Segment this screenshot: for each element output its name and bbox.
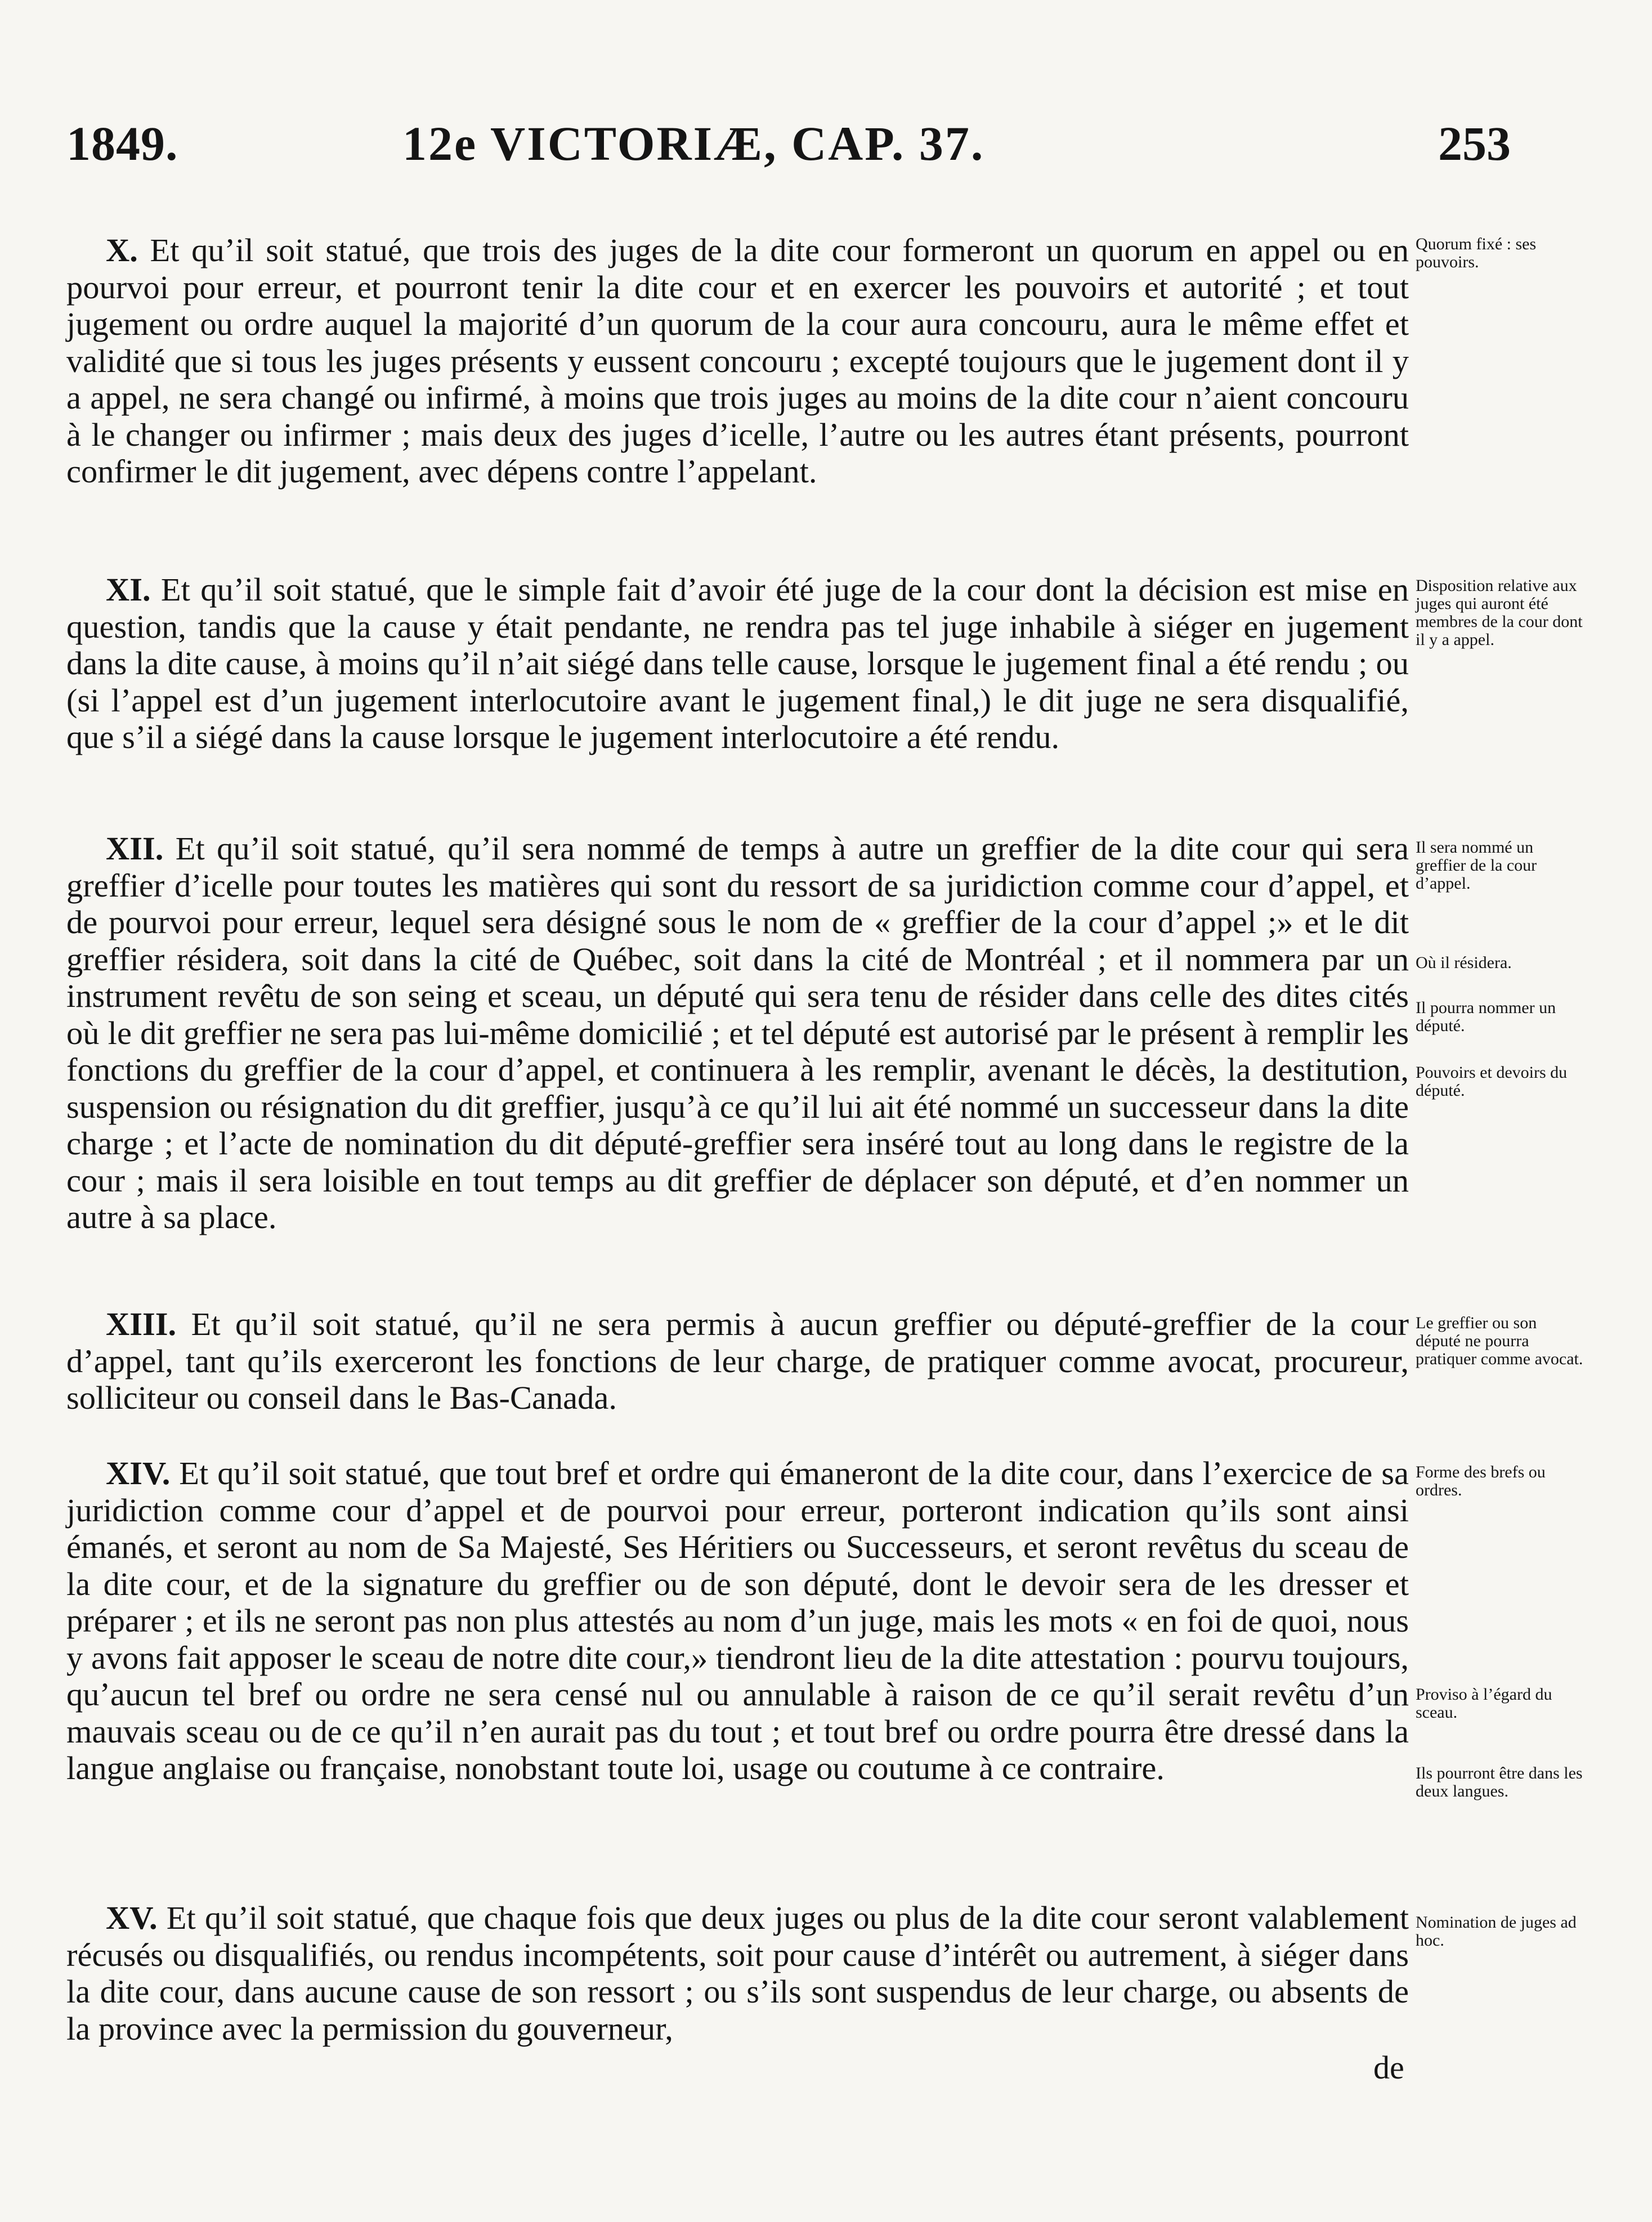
section-x (66, 232, 1409, 490)
header-year: 1849. (66, 117, 178, 171)
margin-note: Le greffier ou son député ne pourra pratiquer comme avocat. (1416, 1314, 1583, 1368)
section-xv (66, 1900, 1409, 2047)
section-text: Et qu’il soit statué, que trois des juges de la dite cour formeront un quorum en appel ou en pourvoi pour erreur, et pourront tenir la dite cour et en exercer les pouvoirs et autorité ; et tout jugement ou ordre auquel la majorité d’un quorum de la cour aura concouru, aura le même effet et validité que si tous les juges présents y eussent concouru ; excepté toujours que le jugement dont il y a appel, ne sera changé ou infirmé, à moins que trois juges au moins de la dite cour n’aient concouru à le changer ou infirmer ; mais deux des juges d’icelle, l’autre ou les autres étant présents, pourront confirmer le dit jugement, avec dépens contre l’appelant. (66, 232, 1409, 490)
catchword: de (1373, 2049, 1404, 2086)
section-numeral: XV. (106, 1900, 158, 1936)
margin-note: Disposition relative aux juges qui auront été membres de la cour dont il y a appel. (1416, 576, 1583, 649)
section-text: Et qu’il soit statué, qu’il ne sera permis à aucun greffier ou député-greffier de la cour d’appel, tant qu’ils exerceront les fonctions de leur charge, de pratiquer comme avocat, procureur, solliciteur ou conseil dans le Bas-Canada. (66, 1306, 1409, 1416)
section-text: Et qu’il soit statué, que chaque fois que deux juges ou plus de la dite cour seront valablement récusés ou disqualifiés, ou rendus incompétents, soit pour cause d’intérêt ou autrement, à siéger dans la dite cour, dans aucune cause de son ressort ; ou s’ils sont suspendus de leur charge, ou absents de la province avec la permission du gouverneur, (66, 1900, 1409, 2047)
section-numeral: XII. (106, 830, 164, 867)
section-text: Et qu’il soit statué, que le simple fait d’avoir été juge de la cour dont la décision est mise en question, tandis que la cause y était pendante, ne rendra pas tel juge inhabile à siéger en jugement dans la dite cause, à moins qu’il n’ait siégé dans telle cause, lorsque le jugement final a été rendu ; ou (si l’appel est d’un jugement interlocutoire avant le jugement final,) le dit juge ne sera disqualifié, que s’il a siégé dans la cause lorsque le jugement interlocutoire a été rendu. (66, 571, 1409, 755)
margin-note: Il sera nommé un greffier de la cour d’appel. (1416, 838, 1537, 893)
header-title: 12e VICTORIÆ, CAP. 37. (402, 117, 985, 171)
section-numeral: XI. (106, 571, 151, 608)
section-xiii (66, 1306, 1409, 1417)
margin-note: Nomination de juges ad hoc. (1416, 1913, 1577, 1950)
section-numeral: XIV. (106, 1455, 171, 1491)
margin-note: Quorum fixé : ses pouvoirs. (1416, 235, 1537, 271)
section-xii (66, 830, 1409, 1236)
margin-note: Proviso à l’égard du sceau. (1416, 1685, 1552, 1722)
page-number: 253 (1438, 117, 1511, 171)
section-numeral: X. (106, 232, 138, 268)
margin-note: Où il résidera. (1416, 953, 1512, 972)
section-numeral: XIII. (106, 1306, 177, 1342)
running-header (0, 115, 1652, 183)
margin-note: Il pourra nommer un député. (1416, 998, 1556, 1035)
margin-note: Pouvoirs et devoirs du député. (1416, 1063, 1568, 1100)
section-xi (66, 571, 1409, 756)
section-text: Et qu’il soit statué, que tout bref et ordre qui émaneront de la dite cour, dans l’exercice de sa juridiction comme cour d’appel et de pourvoi pour erreur, porteront indication qu’ils sont ainsi émanés, et seront au nom de Sa Majesté, Ses Héritiers ou Successeurs, et seront revêtus du sceau de la dite cour, et de la signature du greffier ou de son député, dont le devoir sera de les dresser et préparer ; et ils ne seront pas non plus attestés au nom d’un juge, mais les mots « en foi de quoi, nous y avons fait apposer le sceau de notre dite cour,» tiendront lieu de la dite attestation : pourvu toujours, qu’aucun tel bref ou ordre ne sera censé nul ou annulable à raison de ce qu’il serait revêtu d’un mauvais sceau ou de ce qu’il n’en aurait pas du tout ; et tout bref ou ordre pourra être dressé dans la langue anglaise ou française, nonobstant toute loi, usage ou coutume à ce contraire. (66, 1455, 1409, 1786)
margin-note: Forme des brefs ou ordres. (1416, 1463, 1546, 1499)
margin-note: Ils pourront être dans les deux langues. (1416, 1764, 1583, 1800)
section-xiv (66, 1455, 1409, 1787)
section-text: Et qu’il soit statué, qu’il sera nommé de temps à autre un greffier de la dite cour qui sera greffier d’icelle pour toutes les matières qui sont du ressort de sa juridiction comme cour d’appel, et de pourvoi pour erreur, lequel sera désigné sous le nom de « greffier de la cour d’appel ;» et le dit greffier résidera, soit dans la cité de Québec, soit dans la cité de Montréal ; et il nommera par un instrument revêtu de son seing et sceau, un député qui sera tenu de résider dans celle des dites cités où le dit greffier ne sera pas lui-même domicilié ; et tel député est autorisé par le présent à remplir les fonctions du greffier de la cour d’appel, et continuera à les remplir, avenant le décès, la destitution, suspension ou résignation du dit greffier, jusqu’à ce qu’il lui ait été nommé un successeur dans la dite charge ; et l’acte de nomination du dit député-greffier sera inséré tout au long dans le registre de la cour ; mais il sera loisible en tout temps au dit greffier de déplacer son député, et d’en nommer un autre à sa place. (66, 830, 1409, 1235)
